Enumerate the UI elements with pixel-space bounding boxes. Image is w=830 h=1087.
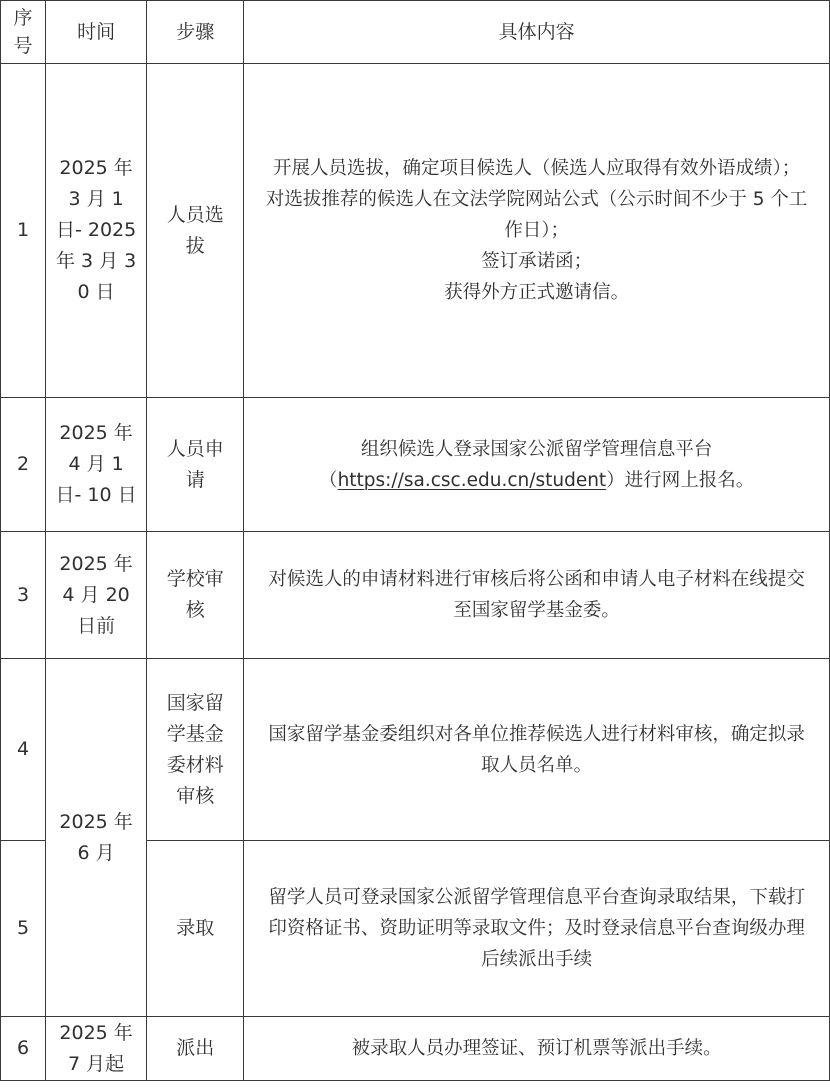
table-row xyxy=(1,659,830,841)
table-row xyxy=(1,64,830,398)
row-time: 2025 年 4 月 1 日- 10 日 xyxy=(46,398,147,532)
table-row xyxy=(1,398,830,532)
row-time: 2025 年 3 月 1 日- 2025 年 3 月 30 日 xyxy=(46,64,147,398)
row-number: 5 xyxy=(1,841,46,1017)
row-content xyxy=(244,659,830,841)
row-step: 学校审核 xyxy=(147,532,244,659)
url-suffix: ）进行网上报名。 xyxy=(606,469,755,491)
header-content: 具体内容 xyxy=(244,1,830,64)
row-step: 派出 xyxy=(147,1017,244,1081)
platform-url-link[interactable]: https://sa.csc.edu.cn/student xyxy=(337,469,607,491)
row-time: 2025 年 7 月起 xyxy=(46,1017,147,1081)
content-line: 签订承诺函； xyxy=(481,251,593,272)
row-step: 国家留学基金委材料审核 xyxy=(147,659,244,841)
content-line: 开展人员选拔，确定项目候选人（候选人应取得有效外语成绩）； xyxy=(273,158,801,179)
row-time: 2025 年 4 月 20 日前 xyxy=(46,532,147,659)
row-step: 人员申请 xyxy=(147,398,244,532)
row-number: 1 xyxy=(1,64,46,398)
row-number: 2 xyxy=(1,398,46,532)
content-line: 对候选人的申请材料进行审核后将公函和申请人电子材料在线提交至国家留学基金委。 xyxy=(268,569,805,621)
row-content xyxy=(244,841,830,1017)
header-row xyxy=(1,1,830,64)
row-content xyxy=(244,398,830,532)
content-line: 对选拔推荐的候选人在文法学院网站公式（公示时间不少于 5 个工作日）； xyxy=(265,189,808,241)
header-step: 步骤 xyxy=(147,1,244,64)
row-content xyxy=(244,64,830,398)
content-line: 组织候选人登录国家公派留学管理信息平台 xyxy=(360,438,713,460)
url-prefix: （ xyxy=(319,469,338,491)
row-step: 人员选拔 xyxy=(147,64,244,398)
table-row xyxy=(1,1017,830,1081)
row-number: 4 xyxy=(1,659,46,841)
header-no: 序号 xyxy=(1,1,46,64)
row-content xyxy=(244,1017,830,1081)
row-step: 录取 xyxy=(147,841,244,1017)
content-line: 国家留学基金委组织对各单位推荐候选人进行材料审核，确定拟录取人员名单。 xyxy=(268,723,805,776)
row-time: 2025 年 6 月 xyxy=(46,659,147,1017)
row-content xyxy=(244,532,830,659)
table-row xyxy=(1,532,830,659)
row-number: 6 xyxy=(1,1017,46,1081)
content-line: 获得外方正式邀请信。 xyxy=(444,282,630,303)
content-line: 留学人员可登录国家公派留学管理信息平台查询录取结果，下载打印资格证书、资助证明等录取文件；及时登录信息平台查询级办理后续派出手续 xyxy=(268,887,805,970)
content-line: 被录取人员办理签证、预订机票等派出手续。 xyxy=(351,1038,722,1059)
header-time: 时间 xyxy=(46,1,147,64)
row-number: 3 xyxy=(1,532,46,659)
content-line-url xyxy=(260,465,813,496)
